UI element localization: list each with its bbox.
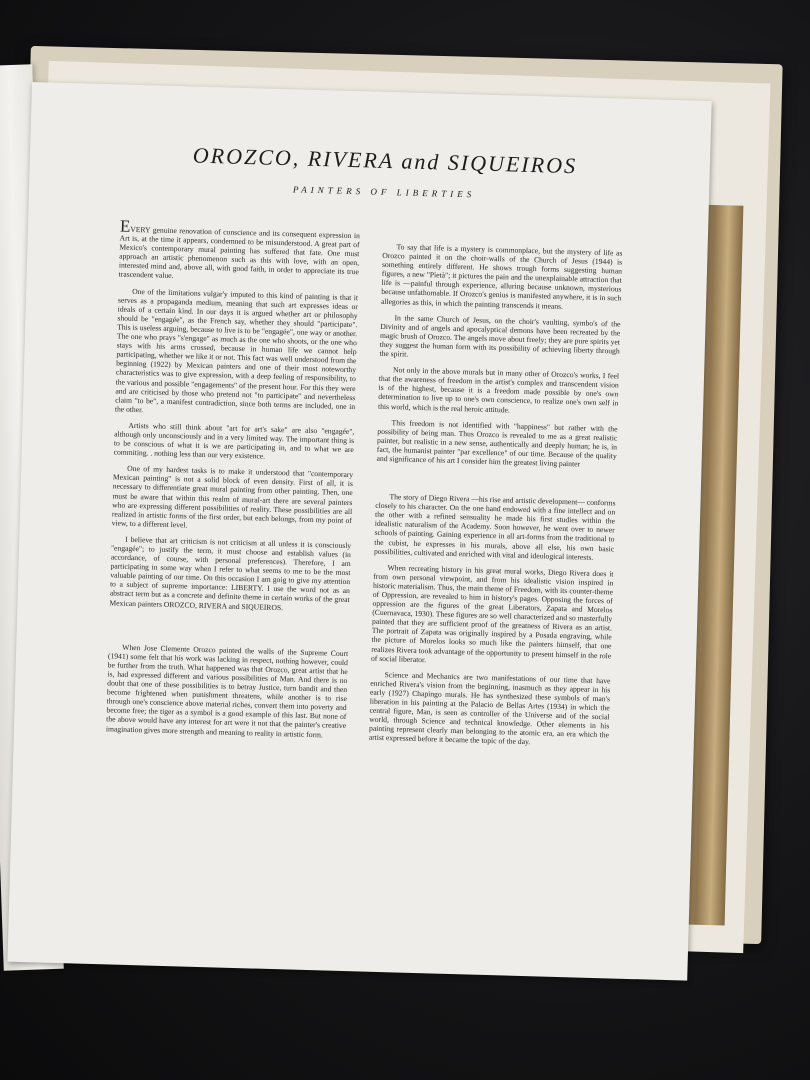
paragraph: EVERY genuine renovation of conscience and its consequent expression in Art is, at the time it appears, condemned to be misunderstood. A great part of Mexico's contemporary mural painting has suffered that fate. One must approach an artistic phenomenon such as this with love, with an open, interested mind and, above all, with good faith, in order to appreciate its true trascendent value. bbox=[118, 216, 360, 281]
paragraph: One of my hardest tasks is to make it understood that "contemporary Mexican painting" is not a solid block of even density. First of all, it is necessary to differentiate great mural painting from other painting. Then, one must be aware that within this realm of mural-art there are several painters who are expressing different possibilities of reality. These possibilities are all realized in artistic forms of the first order, but each belongs, from my point of view, to a different level. bbox=[111, 464, 354, 530]
page-subtitle: PAINTERS OF LIBERTIES bbox=[292, 184, 476, 200]
book-page bbox=[7, 82, 711, 981]
paragraph: I believe that art criticism is not criticism at all unless it is consciously "engagée"; to justify the term, it must choose and establish values (in accordance, of course, with personal preferences). Therefore, I am participating in some way when I refer to what seems to me to be the most valuable painting of our time. On this occasion I am goig to give my attention to a subject of supreme importance: LIBERTY. I use the word not as an abstract term but as a concrete and definite theme in certain works of the great Mexican painters OROZCO, RIVERA and SIQUEIROS. bbox=[109, 534, 352, 612]
paragraph: This freedom is not identified with "happiness" but rather with the possibility of being man. Thus Orozco is revealed to me as a great realistic painter, but realistic in a new sense, authentically and deeply human; he is, in fact, the humanist painter "par excellence" of our time. Because of the quality and significance of his art I consider him the greatest living painter bbox=[376, 417, 618, 469]
paragraph: In the same Church of Jesus, on the choir's vaulting, symbo's of the Divinity and of angels and apocalyptical demons have been recreated by the magic brush of Orozco. The angels move about freely; they are pure spirits yet they suggest the human form with its possibility of achieving liberty through the spirit. bbox=[379, 312, 621, 359]
paragraph: One of the limitations vulgar'y imputed to this kind of painting is that it serves as a propaganda medium, meaning that such art expresses ideas or ideals of a certain kind. In our days it is argued whether art or philosophy should be "engagée", as the French say, whether they should "participate". This is useless arguing, because to live is to be "engagée", one way or another. The one who prays "s'engage" as much as the one who shoots, or the one who stays with his arms crossed, because in human life we cannot help participating, whether we like it or not. This fact was well understood from the beginning (1922) by Mexican painters and one of their most noteworthy characteristics was to give expression, with a deep feeling of responsibility, to the various and possible "engagements" of the present hour. For this they were and are criticised by those who pretend not "to participate" and nevertheless claim "to be", a manifest contradiction, since both terms are included, one in the other. bbox=[114, 286, 359, 415]
paragraph: When recreating history in his great mural works, Diego Rivera does it from own personal viewpoint, and from his idealistic vision inspired in historic materialism. Thus, the main theme of Freedom, with its counter-theme of Oppression, are revealed to him in history's pages. Opposing the forces of oppression are the figures of the great Liberators, Zapata and Morelos (Cuernavaca, 1930). These figures are so well characterized and so masterfully painted that they are sufficient proof of the greatness of Rivera as an artist. The portrait of Zapata was originally inspired by a Posada engraving, while the picture of Morelos looks so much like the painters himself, that one realizes Rivera took advantage of the opportunity to present himself in the role of social liberator. bbox=[370, 562, 614, 664]
paragraph: To say that life is a mystery is commonplace, but the mystery of life as Orozco painted it on the choir-walls of the Church of Jesus (1944) is something entirely different. He shows trough forms suggesting human figures, a new "Pietà"; it pictures the pain and the unexplainable attraction that life is —painful through experience, alluring because unknown, mysterious because unfathomable. If Orozco's genius is manifested anywhere, it is in such allegories as this, in which the painting transcends it means. bbox=[380, 242, 623, 311]
left-column bbox=[105, 216, 360, 747]
right-column bbox=[369, 242, 623, 756]
paragraph: Artists who still think about "art for art's sake" are also "engagée", although only unconsciously and in a very limited way. The important thing is to be conscious of what it is we are participating in, and to what we are commiting. . nothing less than our very existence. bbox=[113, 420, 355, 461]
page-title: OROZCO, RIVERA and SIQUEIROS bbox=[192, 142, 578, 179]
drop-cap: E bbox=[119, 216, 131, 236]
paragraph: When Jose Clemente Orozco painted the walls of the Supreme Court (1941) some felt that his work was lacking in respect, nothing however, could be further from the truth. What happened was that Orozco, great artist that he is, had expressed different and various possibilities of Man. And there is no doubt that one of these possibilities is to betray Justice, turn bandit and then become frightened when punishment threatens, while another is to rise through one's conscience above material riches, convert them into poverty and become free; the tiger as a symbol is a good example of this last. But none of the above would have any interest for art were it not that the painter's creative imagination gives more strength and meaning to reality in artistic form. bbox=[105, 642, 349, 739]
paragraph: The story of Diego Rivera —his rise and artistic development— conforms closely to his character. On the one hand endowed with a fine intellect and on the other with a refined sensuality he made his first studies within the idealistic naturalism of the Academy. Soon however, he went over to newer schools of painting. Gaining experience in all art-forms from the traditional to the cubist, he expresses in his murals, above all else, his own basic possibilities, cultivated and enriched with vital and ideological interests. bbox=[373, 492, 616, 562]
paragraph: Science and Mechanics are two manifestations of our time that have enriched Rivera's vision from the beginning, inasmuch as they appear in his early (1927) Chapingo murals. He has synthesized these symbols of man's liberation in his painting at the Palacio de Bellas Artes (1934) in which the central figure, Man, is seen as controller of the Universe and of the social world, through Science and technical knowledge. Other elements in his painting represent clearly man belonging to the atomic era, an era which the artist expressed before it became the topic of the day. bbox=[368, 669, 611, 747]
paragraph: Not only in the above murals but in many other of Orozco's works, I feel that the awareness of freedom in the artist's complex and transcendent vision is of the highest, because it is a freedom made possible by one's own determination to live up to one's own conscience, to realize one's own self in this world, which is the real heroic attitude. bbox=[377, 365, 620, 414]
